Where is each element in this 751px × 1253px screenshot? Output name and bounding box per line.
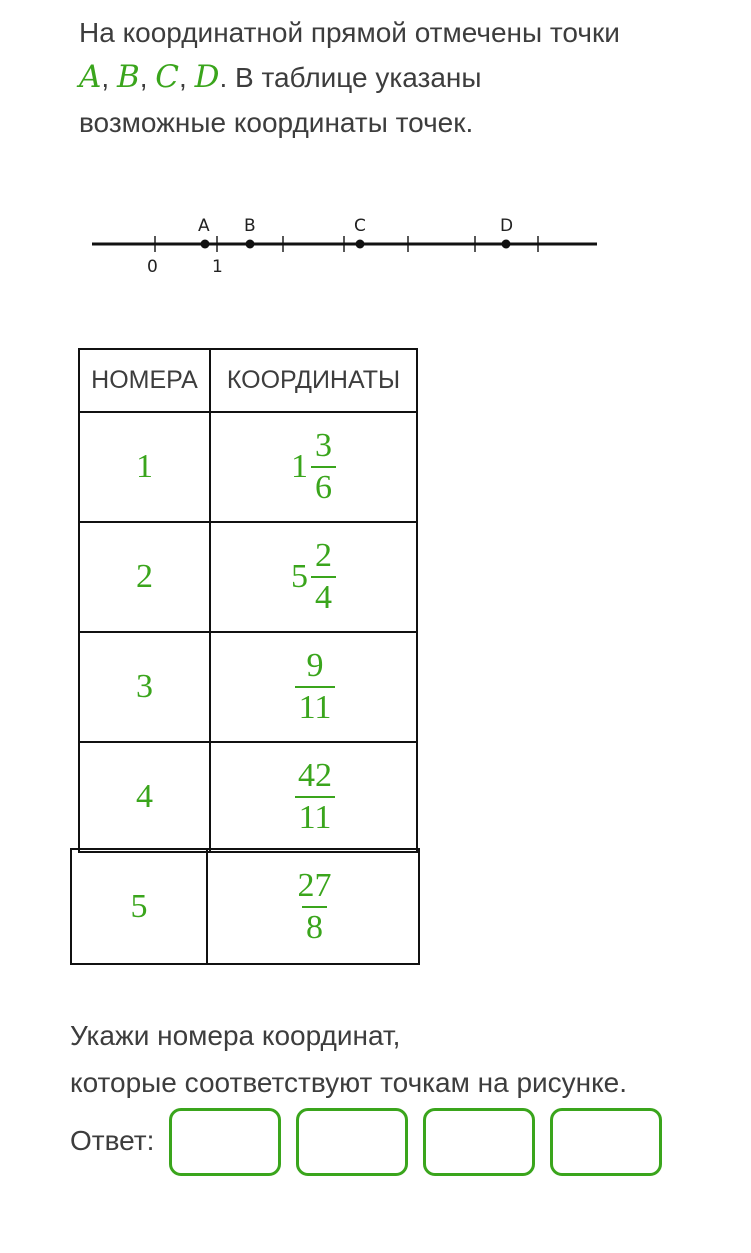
table-row <box>79 632 417 742</box>
point-c-dot <box>356 240 365 249</box>
separator: , <box>139 62 156 93</box>
coordinate-cell <box>210 522 417 632</box>
row-number-cell <box>79 632 210 742</box>
fraction <box>311 536 336 618</box>
point-label-c: C <box>354 216 366 236</box>
point-label-d: D <box>500 216 514 236</box>
denominator: 8 <box>302 906 327 948</box>
header-numbers: НОМЕРА <box>79 349 210 412</box>
problem-line-3: возможные координаты точек. <box>79 107 474 138</box>
instruction-line-1: Укажи номера координат, <box>70 1020 401 1051</box>
coordinate-cell <box>210 412 417 522</box>
point-b-dot <box>246 240 255 249</box>
row-number-cell <box>79 522 210 632</box>
point-name-c: C <box>155 59 180 95</box>
point-a-dot <box>201 240 210 249</box>
answer-input-2[interactable] <box>296 1108 408 1176</box>
denominator: 11 <box>295 796 336 838</box>
table-row <box>79 742 417 852</box>
instruction-line-2: которые соответствуют точкам на рисунке. <box>70 1067 628 1098</box>
mixed-number <box>291 536 336 618</box>
point-label-a: A <box>198 216 210 236</box>
separator: , <box>179 62 195 93</box>
answer-input-4[interactable] <box>550 1108 662 1176</box>
point-label-b: B <box>244 216 256 236</box>
answer-label: Ответ: <box>70 1125 155 1156</box>
whole-part: 5 <box>291 558 308 595</box>
denominator: 4 <box>311 576 336 618</box>
row-number: 4 <box>136 778 153 815</box>
coordinate-cell <box>210 742 417 852</box>
fraction <box>295 646 336 728</box>
number-line <box>85 205 605 285</box>
fraction <box>294 756 336 838</box>
tick-label-1: 1 <box>212 257 223 277</box>
row-number-cell <box>79 742 210 852</box>
point-d-dot <box>502 240 511 249</box>
problem-statement <box>79 10 689 145</box>
row-number: 2 <box>136 558 153 595</box>
fraction <box>294 866 336 948</box>
numerator: 42 <box>298 757 332 794</box>
coordinates-table <box>78 348 418 853</box>
problem-line-1: На координатной прямой отмечены точки <box>79 17 620 48</box>
numerator: 2 <box>315 537 332 574</box>
point-name-d: D <box>194 59 220 95</box>
mixed-number <box>291 426 336 508</box>
tick-label-0: 0 <box>147 257 158 277</box>
table-row-last <box>70 848 420 965</box>
separator: , <box>101 62 117 93</box>
fraction <box>311 426 336 508</box>
numerator: 27 <box>297 866 332 904</box>
header-coordinates: КООРДИНАТЫ <box>210 349 417 412</box>
table-row <box>79 412 417 522</box>
row-number: 5 <box>130 887 148 925</box>
row-number: 3 <box>136 668 153 705</box>
point-name-a: A <box>79 59 102 95</box>
answer-input-1[interactable] <box>169 1108 281 1176</box>
coordinate-cell <box>210 632 417 742</box>
denominator: 11 <box>295 686 336 728</box>
answer-input-3[interactable] <box>423 1108 535 1176</box>
table-header-row <box>79 349 417 412</box>
point-name-b: B <box>116 59 140 95</box>
whole-part: 1 <box>291 448 308 485</box>
problem-line-2-tail: . В таблице указаны <box>219 62 482 93</box>
numerator: 3 <box>315 427 332 464</box>
instruction-text <box>70 1012 710 1106</box>
coordinate-cell <box>208 850 418 963</box>
numerator: 9 <box>306 647 324 684</box>
denominator: 6 <box>311 466 336 508</box>
row-number-cell <box>79 412 210 522</box>
row-number: 1 <box>136 448 153 485</box>
table-row <box>79 522 417 632</box>
row-number-cell <box>72 850 208 963</box>
